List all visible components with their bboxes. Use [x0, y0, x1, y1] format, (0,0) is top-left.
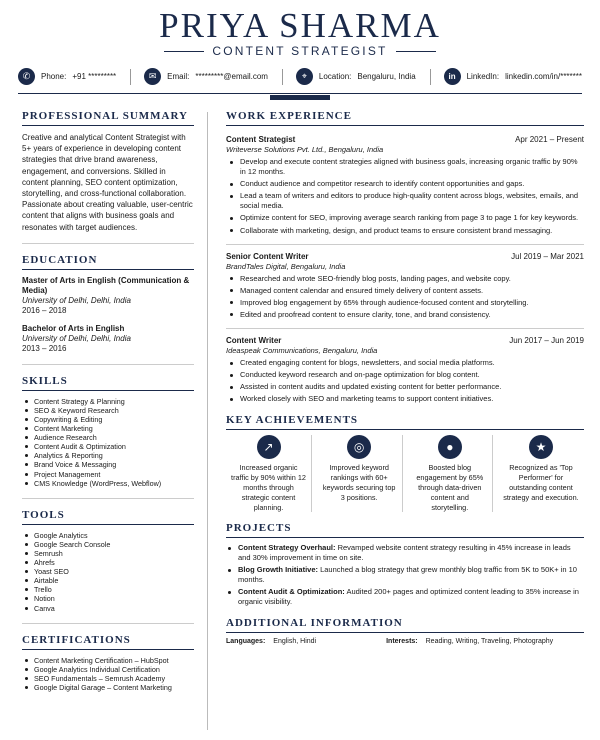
column-divider — [207, 112, 208, 730]
job-company: BrandTales Digital, Bengaluru, India — [226, 261, 346, 271]
email-icon: ✉ — [144, 68, 161, 85]
job-bullets — [226, 274, 584, 320]
divider — [226, 328, 584, 329]
section-title: TOOLS — [22, 509, 194, 525]
list-item: Collaborate with marketing, design, and product teams to ensure consistent brand messaging. — [226, 226, 584, 236]
years: 2016 – 2018 — [22, 305, 67, 315]
job-entry — [226, 335, 584, 404]
job-dates: Jun 2017 – Jun 2019 — [509, 336, 584, 346]
tools-list — [22, 531, 194, 613]
section-title: CERTIFICATIONS — [22, 634, 194, 650]
divider — [22, 364, 194, 365]
job-entry — [226, 251, 584, 320]
divider — [396, 51, 436, 52]
list-item: Conduct audience and competitor research to identify content opportunities and gaps. — [226, 179, 584, 189]
award-icon: ★ — [529, 435, 553, 459]
list-item: Content Audit & Optimization — [22, 442, 194, 451]
header-rule — [18, 93, 582, 94]
additional-info — [226, 638, 584, 645]
audience-icon: ● — [438, 435, 462, 459]
degree: Master of Arts in English (Communication & Media) — [22, 275, 190, 295]
summary-section — [22, 110, 194, 233]
list-item: CMS Knowledge (WordPress, Webflow) — [22, 479, 194, 488]
list-item: Google Search Console — [22, 540, 194, 549]
list-item: Content Strategy & Planning — [22, 397, 194, 406]
achievement-text: Recognized as 'Top Performer' for outstanding content strategy and execution. — [503, 463, 579, 502]
list-item: Trello — [22, 585, 194, 594]
project-name: Blog Growth Initiative: — [238, 565, 318, 575]
contact-location — [296, 68, 431, 85]
degree: Bachelor of Arts in English — [22, 323, 125, 333]
section-title: PROJECTS — [226, 522, 584, 538]
job-entry — [226, 134, 584, 236]
divider — [226, 244, 584, 245]
list-item: Content Marketing — [22, 424, 194, 433]
header-accent-bar — [270, 95, 330, 100]
list-item: Project Management — [22, 470, 194, 479]
location-label: Location: — [318, 72, 352, 81]
achievement-text: Increased organic traffic by 90% within 12 months through strategic content planning. — [231, 463, 306, 512]
achievement-text: Improved keyword rankings with 60+ keywords securing top 3 positions. — [322, 463, 396, 502]
list-item: Notion — [22, 594, 194, 603]
list-item: Worked closely with SEO and marketing teams to support content initiatives. — [226, 394, 584, 404]
certifications-list — [22, 656, 194, 692]
achievements-section — [226, 414, 584, 512]
candidate-role: CONTENT STRATEGIST — [212, 44, 388, 58]
project-text: Launched a blog strategy that grew monthly blog traffic from 5K to 50K+ in 10 months. — [238, 565, 577, 585]
divider — [22, 243, 194, 244]
job-bullets — [226, 157, 584, 236]
section-title: KEY ACHIEVEMENTS — [226, 414, 584, 430]
divider — [130, 69, 131, 85]
divider — [22, 623, 194, 624]
email-value[interactable]: *********@email.com — [195, 72, 268, 81]
achievement-item — [317, 435, 403, 512]
skills-section — [22, 375, 194, 488]
list-item: Managed content calendar and ensured timely delivery of content assets. — [226, 286, 584, 296]
job-title: Content Writer — [226, 336, 282, 346]
project-item — [226, 565, 584, 585]
job-dates: Jul 2019 – Mar 2021 — [511, 251, 584, 261]
education-item — [22, 276, 194, 316]
job-bullets — [226, 358, 584, 404]
job-title: Content Strategist — [226, 135, 296, 144]
achievements-row — [226, 435, 584, 512]
list-item: Brand Voice & Messaging — [22, 460, 194, 469]
interests-value: Reading, Writing, Traveling, Photography — [425, 638, 554, 646]
section-title: SKILLS — [22, 375, 194, 391]
projects-section — [226, 522, 584, 607]
project-item — [226, 543, 584, 563]
list-item: Researched and wrote SEO-friendly blog posts, landing pages, and website copy. — [226, 274, 584, 284]
list-item: Semrush — [22, 549, 194, 558]
role-line — [0, 44, 600, 58]
location-pin-icon: ⌖ — [296, 68, 313, 85]
job-dates: Apr 2021 – Present — [515, 135, 584, 144]
list-item: Canva — [22, 604, 194, 613]
target-icon: ◎ — [347, 435, 371, 459]
list-item: Optimize content for SEO, improving average search ranking from page 3 to page 1 for key keywords. — [226, 213, 584, 223]
phone-icon: ✆ — [18, 68, 35, 85]
list-item: SEO Fundamentals – Semrush Academy — [22, 674, 194, 683]
list-item: Audience Research — [22, 433, 194, 442]
linkedin-icon: in — [444, 68, 461, 85]
list-item: Ahrefs — [22, 558, 194, 567]
interests-label: Interests: — [386, 638, 418, 646]
list-item: Google Analytics — [22, 531, 194, 540]
experience-section — [226, 110, 584, 404]
summary-text: Creative and analytical Content Strategist with 5+ years of experience in developing content strategies that drive brand awareness, engagement, and conversions. Skilled in content planning, SEO content optimization, storytelling, and cross-functional collaboration. Passionate about creating valuable, user-centric content that aligns with business goals and resonates with target audiences. — [22, 133, 193, 232]
section-title: WORK EXPERIENCE — [226, 110, 584, 126]
achievement-text: Boosted blog engagement by 65% through data-driven content and storytelling. — [416, 463, 484, 512]
years: 2013 – 2016 — [22, 343, 67, 353]
list-item: Yoast SEO — [22, 567, 194, 576]
phone-label: Phone: — [41, 72, 67, 81]
project-name: Content Strategy Overhaul: — [238, 543, 336, 553]
interests — [386, 638, 553, 645]
divider — [282, 69, 283, 85]
divider — [430, 69, 431, 85]
education-item — [22, 324, 194, 354]
languages-label: Languages: — [226, 638, 266, 646]
list-item: Improved blog engagement by 65% through audience-focused content and storytelling. — [226, 298, 584, 308]
project-text: Revamped website content strategy resulting in 45% increase in leads and 30% improvement in time on site. — [238, 543, 571, 563]
skills-list — [22, 397, 194, 488]
tools-section — [22, 509, 194, 613]
list-item: Content Marketing Certification – HubSpot — [22, 656, 194, 665]
list-item: Google Analytics Individual Certification — [22, 665, 194, 674]
right-column — [226, 110, 584, 655]
section-title: EDUCATION — [22, 254, 194, 270]
project-item — [226, 587, 584, 607]
achievement-item — [407, 435, 493, 512]
list-item: SEO & Keyword Research — [22, 406, 194, 415]
certifications-section — [22, 634, 194, 692]
candidate-name: PRIYA SHARMA — [159, 6, 441, 45]
section-title: PROFESSIONAL SUMMARY — [22, 110, 194, 126]
contact-bar — [18, 68, 582, 85]
email-label: Email: — [167, 72, 190, 81]
location-value: Bengaluru, India — [357, 72, 416, 81]
growth-chart-icon: ↗ — [257, 435, 281, 459]
job-title: Senior Content Writer — [226, 251, 309, 261]
languages-value: English, Hindi — [273, 638, 317, 646]
list-item: Created engaging content for blogs, newsletters, and social media platforms. — [226, 358, 584, 368]
list-item: Copywriting & Editing — [22, 415, 194, 424]
list-item: Lead a team of writers and editors to produce high-quality content across blogs, websites, emails, and social media. — [226, 191, 584, 211]
education-section — [22, 254, 194, 354]
languages — [226, 638, 316, 645]
list-item: Google Digital Garage – Content Marketing — [22, 683, 194, 692]
list-item: Assisted in content audits and updated existing content for better performance. — [226, 382, 584, 392]
projects-list — [226, 543, 584, 607]
school: University of Delhi, Delhi, India — [22, 295, 131, 305]
achievement-item — [498, 435, 584, 512]
list-item: Edited and proofread content to ensure clarity, tone, and brand consistency. — [226, 310, 584, 320]
additional-section — [226, 617, 584, 645]
list-item: Conducted keyword research and on-page optimization for blog content. — [226, 370, 584, 380]
job-company: Writeverse Solutions Pvt. Ltd., Bengaluru, India — [226, 145, 384, 154]
linkedin-label: LinkedIn: — [466, 72, 500, 81]
school: University of Delhi, Delhi, India — [22, 333, 131, 343]
left-column — [22, 110, 194, 702]
job-company: Ideaspeak Communications, Bengaluru, India — [226, 346, 378, 356]
section-title: ADDITIONAL INFORMATION — [226, 617, 584, 633]
contact-phone — [18, 68, 131, 85]
project-text: Audited 200+ pages and optimized content leading to 35% increase in organic visibility. — [238, 587, 579, 607]
list-item: Develop and execute content strategies aligned with business goals, increasing organic traffic by 90% in 12 months. — [226, 157, 584, 177]
list-item: Airtable — [22, 576, 194, 585]
phone-value: +91 ********* — [72, 72, 117, 81]
linkedin-value[interactable]: linkedin.com/in/******* — [505, 72, 582, 81]
achievement-item — [226, 435, 312, 512]
contact-email — [144, 68, 283, 85]
project-name: Content Audit & Optimization: — [238, 587, 345, 597]
list-item: Analytics & Reporting — [22, 451, 194, 460]
contact-linkedin — [444, 68, 582, 85]
divider — [164, 51, 204, 52]
divider — [22, 498, 194, 499]
